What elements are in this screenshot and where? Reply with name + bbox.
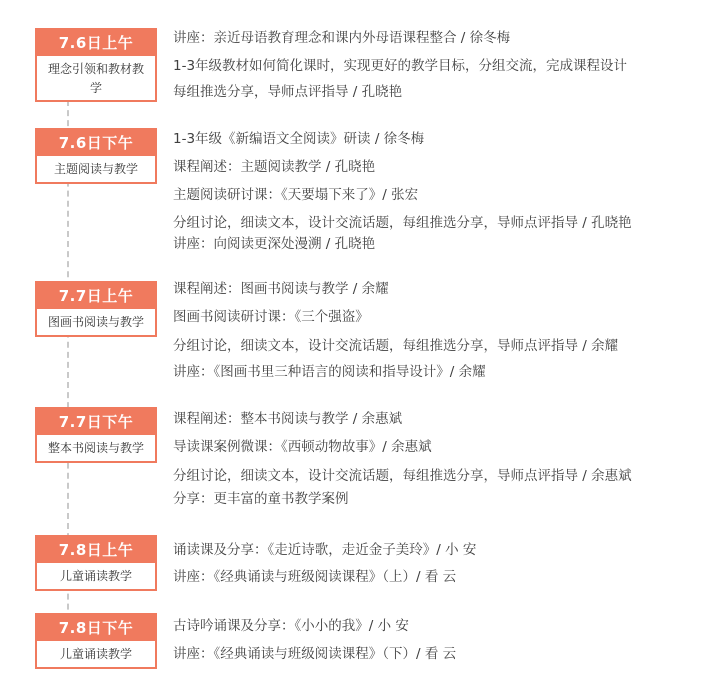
session-badge xyxy=(35,128,157,184)
session-item: 古诗吟诵课及分享：《小小的我》/ 小 安 xyxy=(173,618,409,634)
session-item: 课程阐述：主题阅读教学 / 孔晓艳 xyxy=(173,159,376,175)
session-badge xyxy=(35,535,157,591)
session-item: 图画书阅读研讨课：《三个强盗》 xyxy=(173,309,369,325)
session-badge xyxy=(35,407,157,463)
session-topic: 儿童诵读教学 xyxy=(59,569,132,583)
session-badge xyxy=(35,28,157,102)
session-topic: 图画书阅读与教学 xyxy=(47,315,144,329)
session-item: 课程阐述：整本书阅读与教学 / 余惠斌 xyxy=(173,411,403,427)
session-item: 分享：更丰富的童书教学案例 xyxy=(173,491,349,507)
session-item: 讲座：《经典诵读与班级阅读课程》（下）/ 看 云 xyxy=(173,646,457,662)
session-item: 1-3年级教材如何简化课时，实现更好的教学目标，分组交流，完成课程设计 xyxy=(173,58,628,74)
session-item: 1-3年级《新编语文全阅读》研读 / 徐冬梅 xyxy=(173,131,425,147)
session-topic: 整本书阅读与教学 xyxy=(47,441,144,455)
session-item: 导读课案例微课：《西顿动物故事》/ 余惠斌 xyxy=(173,439,432,455)
session-date: 7.6日上午 xyxy=(37,30,155,56)
session-topic: 理念引领和教材教学 xyxy=(47,62,144,95)
session-item: 主题阅读研讨课：《天要塌下来了》/ 张宏 xyxy=(173,187,419,203)
session-topic: 儿童诵读教学 xyxy=(59,647,132,661)
session-item: 分组讨论，细读文本，设计交流话题，每组推选分享，导师点评指导 / 余惠斌 xyxy=(173,468,632,484)
session-item: 课程阐述：图画书阅读与教学 / 余耀 xyxy=(173,281,389,297)
session-date: 7.6日下午 xyxy=(37,130,155,156)
session-topic: 主题阅读与教学 xyxy=(53,162,138,176)
session-item: 讲座：《图画书里三种语言的阅读和指导设计》/ 余耀 xyxy=(173,364,486,380)
session-item: 诵读课及分享：《走近诗歌，走近金子美玲》/ 小 安 xyxy=(173,542,477,558)
session-date: 7.8日下午 xyxy=(37,615,155,641)
session-item: 讲座：向阅读更深处漫溯 / 孔晓艳 xyxy=(173,236,376,252)
session-date: 7.7日上午 xyxy=(37,283,155,309)
session-item: 讲座：《经典诵读与班级阅读课程》（上）/ 看 云 xyxy=(173,569,457,585)
session-badge xyxy=(35,281,157,337)
session-item: 分组讨论，细读文本，设计交流话题，每组推选分享，导师点评指导 / 余耀 xyxy=(173,338,619,354)
session-date: 7.8日上午 xyxy=(37,537,155,563)
session-item: 分组讨论，细读文本，设计交流话题，每组推选分享，导师点评指导 / 孔晓艳 xyxy=(173,215,632,231)
session-item: 每组推选分享，导师点评指导 / 孔晓艳 xyxy=(173,84,403,100)
session-badge xyxy=(35,613,157,669)
session-item: 讲座：亲近母语教育理念和课内外母语课程整合 / 徐冬梅 xyxy=(173,30,511,46)
session-date: 7.7日下午 xyxy=(37,409,155,435)
